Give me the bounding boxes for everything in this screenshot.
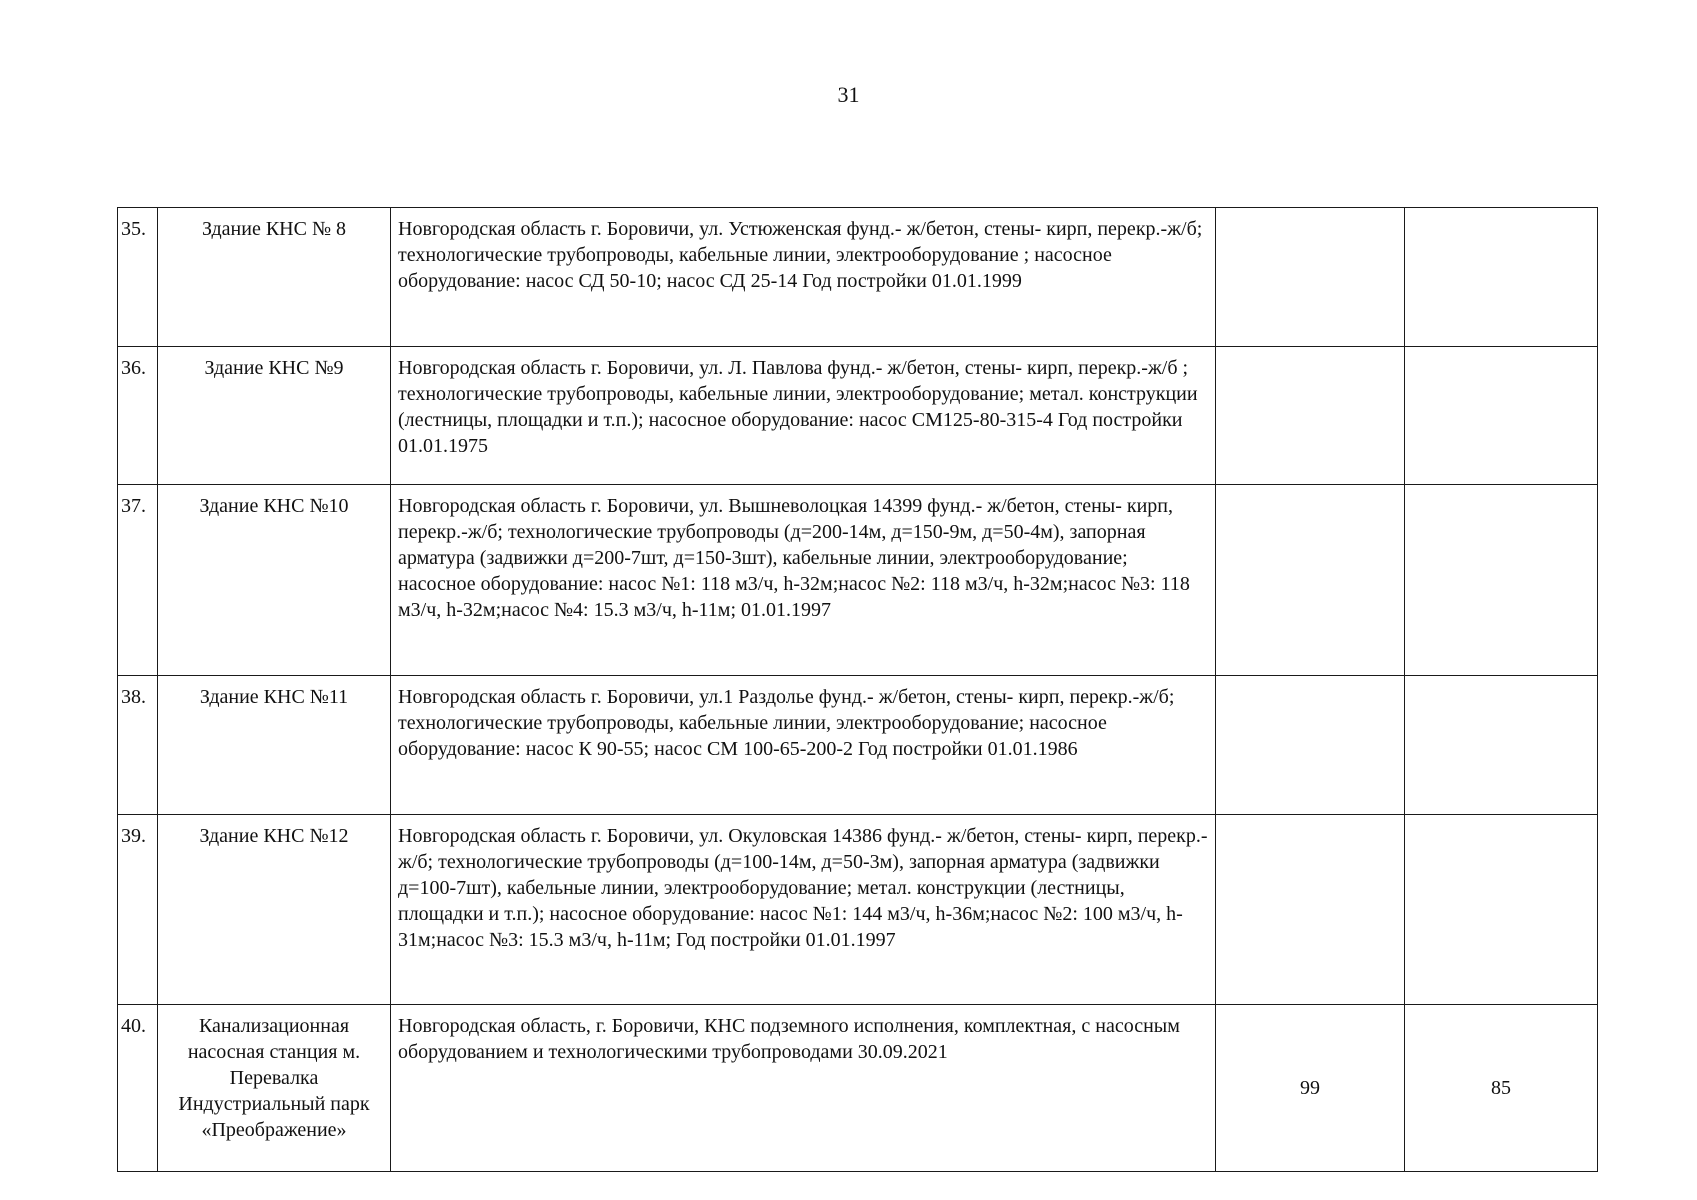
object-name: Здание КНС №10 — [158, 485, 391, 676]
row-number: 37. — [118, 485, 158, 676]
object-name: Здание КНС №11 — [158, 676, 391, 815]
table-row — [118, 1005, 1598, 1172]
object-description: Новгородская область г. Боровичи, ул. Л. Павлова фунд.- ж/бетон, стены- кирп, перекр.-ж/б ; технологические трубопроводы, кабельные линии, электрооборудование; метал. конструкции (лестницы, площадки и т.п.); насосное оборудование: насос СМ125-80-315-4 Год постройки 01.01.1975 — [391, 347, 1216, 485]
value-cell-2 — [1405, 815, 1598, 1005]
value-cell-2 — [1405, 485, 1598, 676]
value-cell-2: 85 — [1405, 1005, 1598, 1172]
object-name: Здание КНС №9 — [158, 347, 391, 485]
property-table — [117, 207, 1598, 1172]
object-name: Канализационная насосная станция м. Перевалка Индустриальный парк «Преображение» — [158, 1005, 391, 1172]
value-cell-1 — [1216, 485, 1405, 676]
value-cell-2 — [1405, 676, 1598, 815]
row-number: 35. — [118, 208, 158, 347]
row-number: 39. — [118, 815, 158, 1005]
page-number: 31 — [837, 82, 860, 107]
object-name: Здание КНС № 8 — [158, 208, 391, 347]
value-cell-1 — [1216, 815, 1405, 1005]
object-description: Новгородская область г. Боровичи, ул. Устюженская фунд.- ж/бетон, стены- кирп, перекр.-ж/б; технологические трубопроводы, кабельные линии, электрооборудование ; насосное оборудование: насос СД 50-10; насос СД 25-14 Год постройки 01.01.1999 — [391, 208, 1216, 347]
value-cell-1: 99 — [1216, 1005, 1405, 1172]
object-description: Новгородская область, г. Боровичи, КНС подземного исполнения, комплектная, с насосным оборудованием и технологическими трубопроводами 30.09.2021 — [391, 1005, 1216, 1172]
table-row — [118, 208, 1598, 347]
object-name: Здание КНС №12 — [158, 815, 391, 1005]
value-cell-1 — [1216, 347, 1405, 485]
value-cell-1 — [1216, 676, 1405, 815]
row-number: 36. — [118, 347, 158, 485]
value-cell-2 — [1405, 347, 1598, 485]
object-description: Новгородская область г. Боровичи, ул. Вышневолоцкая 14399 фунд.- ж/бетон, стены- кирп, перекр.-ж/б; технологические трубопроводы (д=200-14м, д=150-9м, д=50-4м), запорная арматура (задвижки д=200-7шт, д=150-3шт), кабельные линии, электрооборудование; насосное оборудование: насос №1: 118 м3/ч, h-32м;насос №2: 118 м3/ч, h-32м;насос №3: 118 м3/ч, h-32м;насос №4: 15.3 м3/ч, h-11м; 01.01.1997 — [391, 485, 1216, 676]
object-description: Новгородская область г. Боровичи, ул.1 Раздолье фунд.- ж/бетон, стены- кирп, перекр.-ж/б; технологические трубопроводы, кабельные линии, электрооборудование; насосное оборудование: насос К 90-55; насос СМ 100-65-200-2 Год постройки 01.01.1986 — [391, 676, 1216, 815]
value-cell-1 — [1216, 208, 1405, 347]
row-number: 40. — [118, 1005, 158, 1172]
value-cell-2 — [1405, 208, 1598, 347]
object-description: Новгородская область г. Боровичи, ул. Окуловская 14386 фунд.- ж/бетон, стены- кирп, перекр.-ж/б; технологические трубопроводы (д=100-14м, д=50-3м), запорная арматура (задвижки д=100-7шт), кабельные линии, электрооборудование; метал. конструкции (лестницы, площадки и т.п.); насосное оборудование: насос №1: 144 м3/ч, h-36м;насос №2: 100 м3/ч, h-31м;насос №3: 15.3 м3/ч, h-11м; Год постройки 01.01.1997 — [391, 815, 1216, 1005]
table-row — [118, 347, 1598, 485]
table-row — [118, 676, 1598, 815]
table-row — [118, 485, 1598, 676]
row-number: 38. — [118, 676, 158, 815]
table-row — [118, 815, 1598, 1005]
